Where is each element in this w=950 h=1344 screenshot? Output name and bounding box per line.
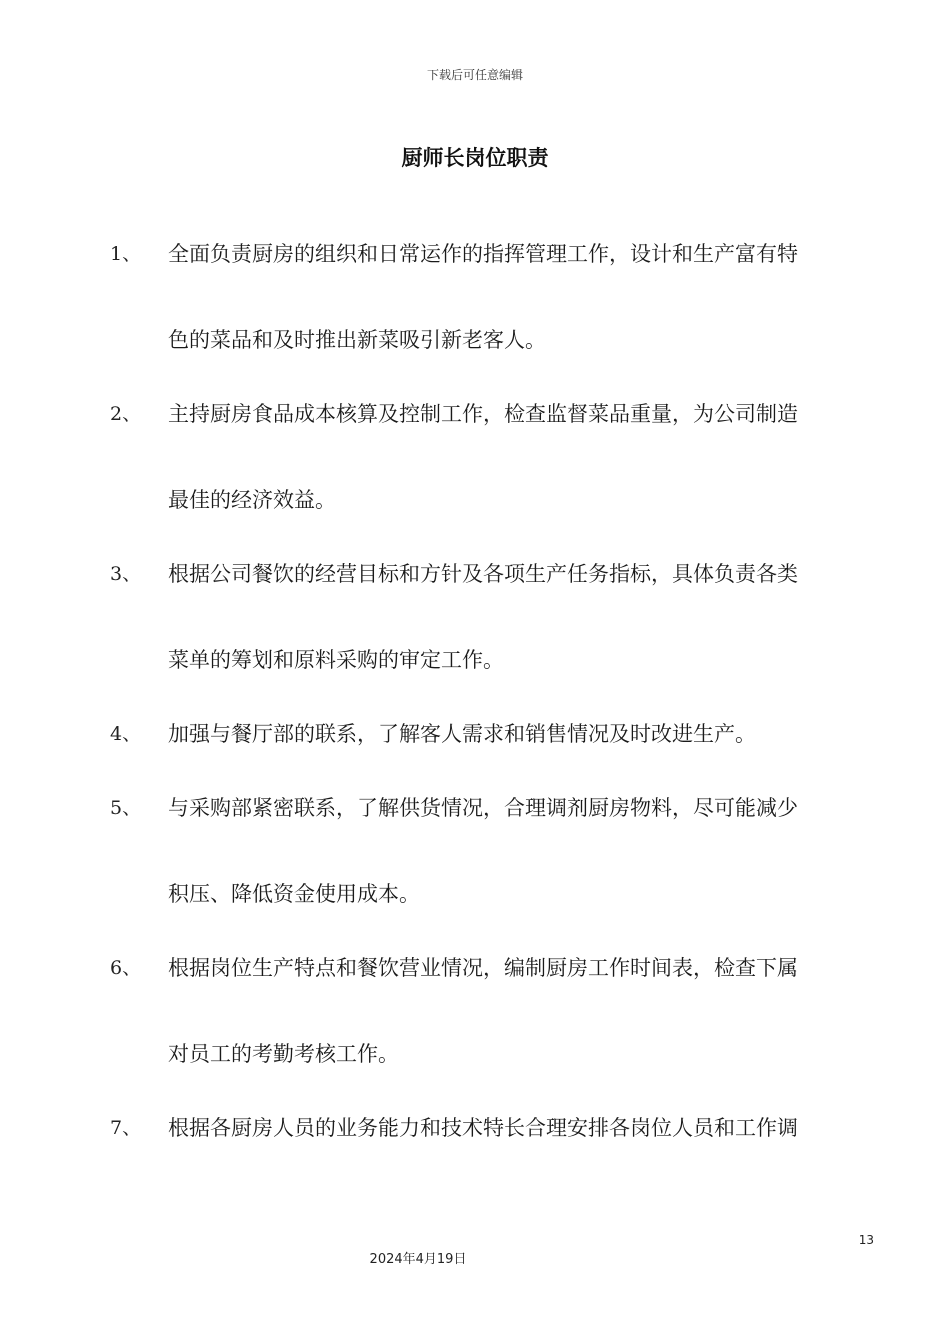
item-number: 5、 (110, 797, 142, 819)
item-text (168, 712, 875, 756)
item-number: 7、 (110, 1117, 142, 1139)
item-line: 根据岗位生产特点和餐饮营业情况，编制厨房工作时间表，检查下属 (168, 956, 798, 980)
duty-list (110, 232, 875, 1150)
item-line: 最佳的经济效益。 (168, 488, 336, 512)
list-item (110, 232, 875, 362)
item-number: 1、 (110, 243, 142, 265)
item-number: 6、 (110, 957, 142, 979)
item-text (168, 1106, 875, 1150)
header-note: 下载后可任意编辑 (426, 68, 523, 82)
item-text (168, 552, 875, 682)
item-line: 色的菜品和及时推出新菜吸引新老客人。 (168, 328, 546, 352)
item-line: 菜单的筹划和原料采购的审定工作。 (168, 648, 504, 672)
item-line: 对员工的考勤考核工作。 (168, 1042, 399, 1066)
item-text (168, 392, 875, 522)
item-number: 3、 (110, 563, 142, 585)
document-title: 厨师长岗位职责 (401, 146, 549, 170)
list-item (110, 712, 875, 756)
list-item (110, 1106, 875, 1150)
list-item (110, 786, 875, 916)
item-text (168, 232, 875, 362)
footer-date: 2024年4月19日 (369, 1252, 467, 1267)
item-line: 与采购部紧密联系，了解供货情况，合理调剂厨房物料，尽可能减少 (168, 796, 798, 820)
list-item (110, 946, 875, 1076)
item-line: 积压、降低资金使用成本。 (168, 882, 420, 906)
item-line: 根据公司餐饮的经营目标和方针及各项生产任务指标，具体负责各类 (168, 562, 798, 586)
page-number: 13 (858, 1233, 874, 1247)
item-text (168, 946, 875, 1076)
item-line: 加强与餐厅部的联系，了解客人需求和销售情况及时改进生产。 (168, 722, 756, 746)
item-number: 4、 (110, 723, 142, 745)
item-line: 全面负责厨房的组织和日常运作的指挥管理工作，设计和生产富有特 (168, 242, 798, 266)
item-text (168, 786, 875, 916)
list-item (110, 552, 875, 682)
list-item (110, 392, 875, 522)
item-line: 根据各厨房人员的业务能力和技术特长合理安排各岗位人员和工作调 (168, 1116, 798, 1140)
item-number: 2、 (110, 403, 142, 425)
item-line: 主持厨房食品成本核算及控制工作，检查监督菜品重量，为公司制造 (168, 402, 798, 426)
